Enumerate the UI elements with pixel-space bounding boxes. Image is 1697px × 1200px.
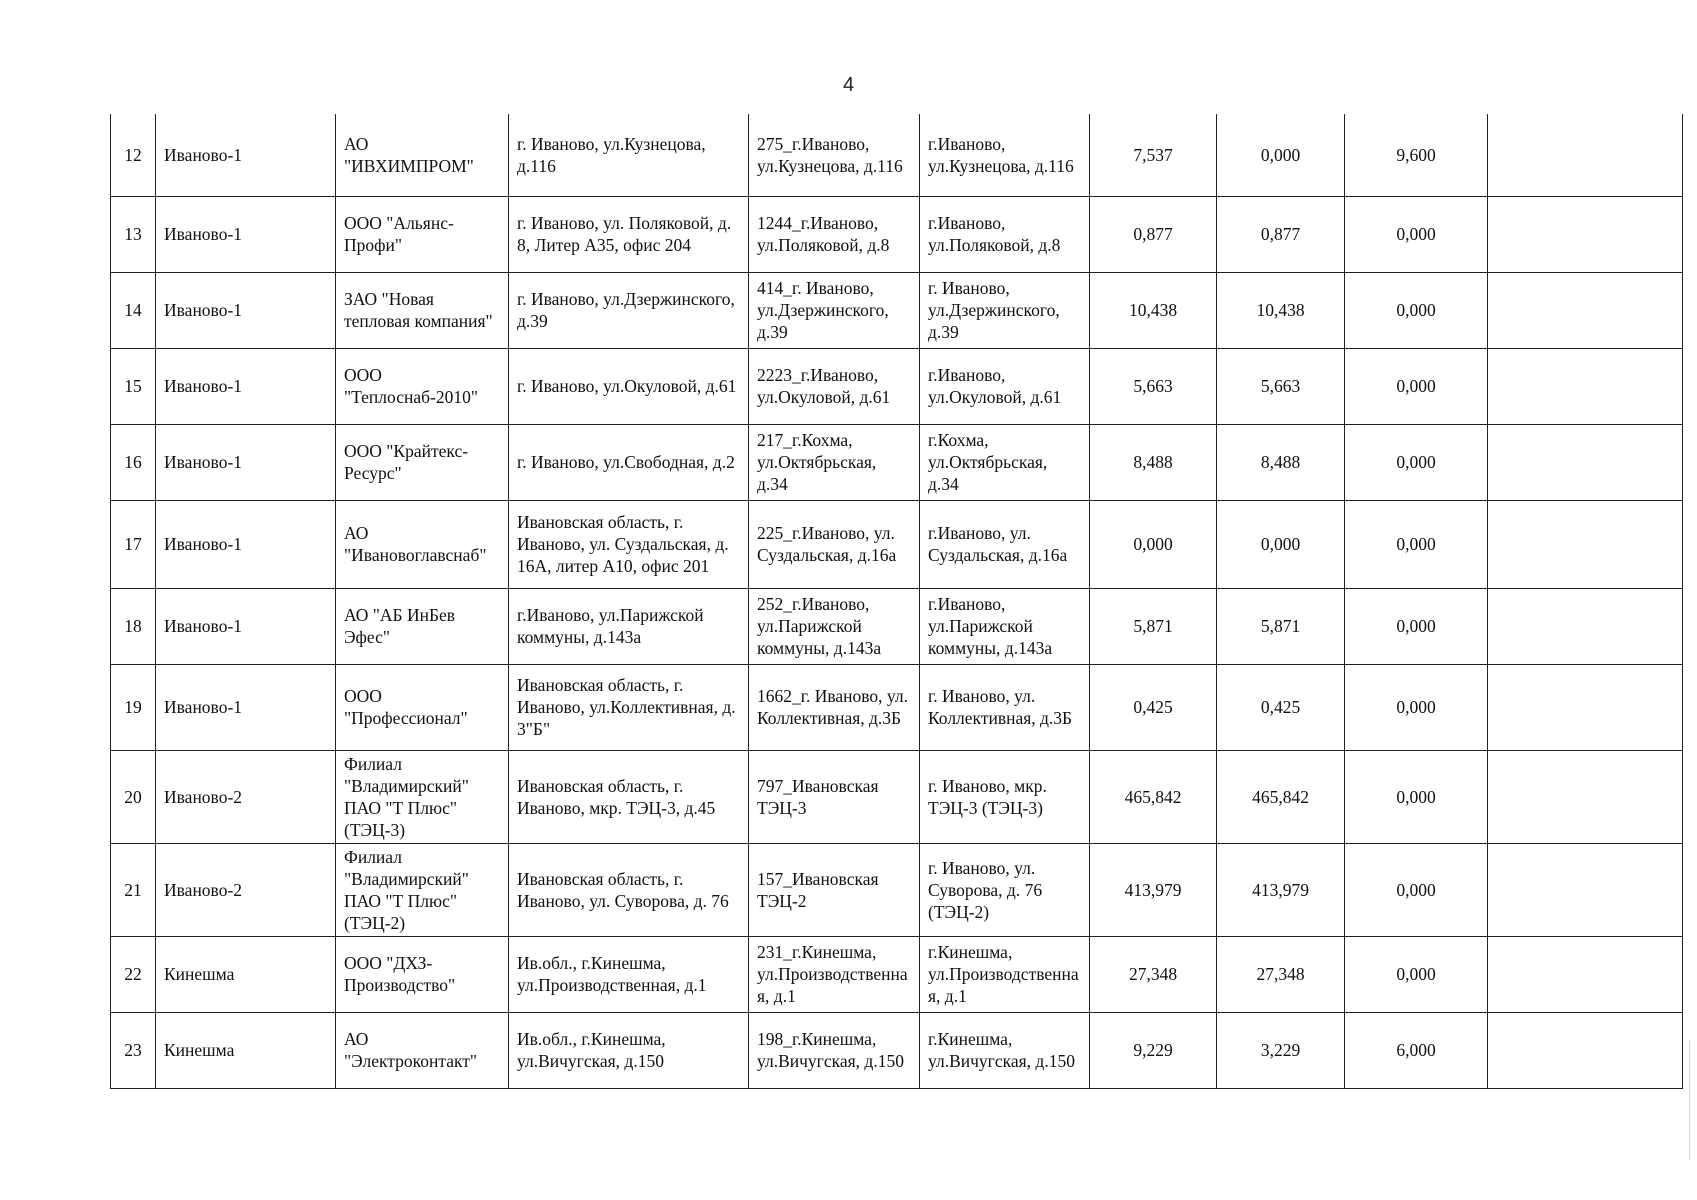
empty-cell [1488, 114, 1683, 196]
value-3-cell: 0,000 [1345, 588, 1488, 664]
location-cell: г.Иваново, ул.Окуловой, д.61 [920, 348, 1090, 424]
row-number: 17 [111, 500, 156, 588]
address-cell: Ивановская область, г. Иваново, мкр. ТЭЦ-3, д.45 [509, 750, 749, 843]
location-cell: г. Иваново, ул. Суворова, д. 76 (ТЭЦ-2) [920, 843, 1090, 936]
address-cell: г. Иваново, ул. Поляковой, д. 8, Литер А35, офис 204 [509, 196, 749, 272]
row-number: 12 [111, 114, 156, 196]
district-cell: Иваново-1 [156, 424, 336, 500]
organization-cell: АО "АБ ИнБев Эфес" [336, 588, 509, 664]
empty-cell [1488, 664, 1683, 750]
location-cell: г.Кинешма, ул.Производственная, д.1 [920, 936, 1090, 1012]
empty-cell [1488, 750, 1683, 843]
empty-cell [1488, 588, 1683, 664]
organization-cell: ООО "Теплоснаб-2010" [336, 348, 509, 424]
district-cell: Кинешма [156, 936, 336, 1012]
source-cell: 414_г. Иваново, ул.Дзержинского, д.39 [749, 272, 920, 348]
value-1-cell: 413,979 [1090, 843, 1217, 936]
row-number: 20 [111, 750, 156, 843]
organization-cell: ООО "Альянс-Профи" [336, 196, 509, 272]
value-2-cell: 5,663 [1217, 348, 1345, 424]
address-cell: Ив.обл., г.Кинешма, ул.Производственная, д.1 [509, 936, 749, 1012]
page-edge-line [1689, 1040, 1690, 1160]
address-cell: Ивановская область, г. Иваново, ул.Коллективная, д. 3"Б" [509, 664, 749, 750]
empty-cell [1488, 500, 1683, 588]
value-3-cell: 0,000 [1345, 424, 1488, 500]
value-3-cell: 0,000 [1345, 843, 1488, 936]
location-cell: г.Иваново, ул.Кузнецова, д.116 [920, 114, 1090, 196]
organization-cell: Филиал "Владимирский" ПАО "Т Плюс" (ТЭЦ-2) [336, 843, 509, 936]
row-number: 22 [111, 936, 156, 1012]
value-3-cell: 0,000 [1345, 500, 1488, 588]
district-cell: Иваново-2 [156, 750, 336, 843]
value-3-cell: 0,000 [1345, 936, 1488, 1012]
value-1-cell: 10,438 [1090, 272, 1217, 348]
organization-cell: ЗАО "Новая тепловая компания" [336, 272, 509, 348]
row-number: 15 [111, 348, 156, 424]
organization-cell: АО "ИВХИМПРОМ" [336, 114, 509, 196]
organization-cell: ООО "Крайтекс-Ресурс" [336, 424, 509, 500]
district-cell: Иваново-1 [156, 114, 336, 196]
organization-cell: ООО "Профессионал" [336, 664, 509, 750]
row-number: 18 [111, 588, 156, 664]
address-cell: Ивановская область, г. Иваново, ул. Суздальская, д. 16А, литер А10, офис 201 [509, 500, 749, 588]
row-number: 14 [111, 272, 156, 348]
table-row [111, 348, 1683, 424]
row-number: 21 [111, 843, 156, 936]
value-2-cell: 0,425 [1217, 664, 1345, 750]
organization-cell: АО "Ивановоглавснаб" [336, 500, 509, 588]
table-row [111, 114, 1683, 196]
empty-cell [1488, 348, 1683, 424]
empty-cell [1488, 843, 1683, 936]
value-3-cell: 6,000 [1345, 1012, 1488, 1088]
row-number: 16 [111, 424, 156, 500]
value-1-cell: 5,663 [1090, 348, 1217, 424]
value-1-cell: 0,877 [1090, 196, 1217, 272]
address-cell: г. Иваново, ул.Дзержинского, д.39 [509, 272, 749, 348]
value-2-cell: 413,979 [1217, 843, 1345, 936]
location-cell: г. Иваново, ул. Коллективная, д.3Б [920, 664, 1090, 750]
table-row [111, 272, 1683, 348]
address-cell: г.Иваново, ул.Парижской коммуны, д.143а [509, 588, 749, 664]
row-number: 19 [111, 664, 156, 750]
source-cell: 198_г.Кинешма, ул.Вичугская, д.150 [749, 1012, 920, 1088]
empty-cell [1488, 196, 1683, 272]
value-2-cell: 10,438 [1217, 272, 1345, 348]
empty-cell [1488, 424, 1683, 500]
table-row [111, 750, 1683, 843]
empty-cell [1488, 272, 1683, 348]
location-cell: г.Иваново, ул.Поляковой, д.8 [920, 196, 1090, 272]
source-cell: 217_г.Кохма, ул.Октябрьская, д.34 [749, 424, 920, 500]
table-row [111, 936, 1683, 1012]
value-3-cell: 0,000 [1345, 664, 1488, 750]
data-table [110, 114, 1683, 1089]
organization-cell: АО "Электроконтакт" [336, 1012, 509, 1088]
value-2-cell: 0,000 [1217, 500, 1345, 588]
table-row [111, 664, 1683, 750]
source-cell: 252_г.Иваново, ул.Парижской коммуны, д.143а [749, 588, 920, 664]
district-cell: Иваново-1 [156, 664, 336, 750]
table-row [111, 1012, 1683, 1088]
value-2-cell: 0,877 [1217, 196, 1345, 272]
district-cell: Иваново-1 [156, 196, 336, 272]
source-cell: 231_г.Кинешма, ул.Производственная, д.1 [749, 936, 920, 1012]
value-2-cell: 3,229 [1217, 1012, 1345, 1088]
table-row [111, 500, 1683, 588]
table-row [111, 588, 1683, 664]
value-1-cell: 0,425 [1090, 664, 1217, 750]
district-cell: Иваново-2 [156, 843, 336, 936]
location-cell: г. Иваново, мкр. ТЭЦ-3 (ТЭЦ-3) [920, 750, 1090, 843]
district-cell: Кинешма [156, 1012, 336, 1088]
district-cell: Иваново-1 [156, 588, 336, 664]
source-cell: 225_г.Иваново, ул. Суздальская, д.16а [749, 500, 920, 588]
value-2-cell: 465,842 [1217, 750, 1345, 843]
location-cell: г.Кохма, ул.Октябрьская, д.34 [920, 424, 1090, 500]
value-1-cell: 5,871 [1090, 588, 1217, 664]
source-cell: 1662_г. Иваново, ул. Коллективная, д.3Б [749, 664, 920, 750]
address-cell: г. Иваново, ул.Окуловой, д.61 [509, 348, 749, 424]
location-cell: г.Иваново, ул.Парижской коммуны, д.143а [920, 588, 1090, 664]
value-1-cell: 9,229 [1090, 1012, 1217, 1088]
location-cell: г. Иваново, ул.Дзержинского, д.39 [920, 272, 1090, 348]
district-cell: Иваново-1 [156, 500, 336, 588]
source-cell: 1244_г.Иваново, ул.Поляковой, д.8 [749, 196, 920, 272]
table-row [111, 196, 1683, 272]
address-cell: г. Иваново, ул.Кузнецова, д.116 [509, 114, 749, 196]
value-3-cell: 0,000 [1345, 272, 1488, 348]
organization-cell: Филиал "Владимирский" ПАО "Т Плюс" (ТЭЦ-3) [336, 750, 509, 843]
value-1-cell: 0,000 [1090, 500, 1217, 588]
location-cell: г.Кинешма, ул.Вичугская, д.150 [920, 1012, 1090, 1088]
table-row [111, 424, 1683, 500]
district-cell: Иваново-1 [156, 348, 336, 424]
location-cell: г.Иваново, ул. Суздальская, д.16а [920, 500, 1090, 588]
address-cell: г. Иваново, ул.Свободная, д.2 [509, 424, 749, 500]
row-number: 23 [111, 1012, 156, 1088]
source-cell: 2223_г.Иваново, ул.Окуловой, д.61 [749, 348, 920, 424]
page-number: 4 [842, 74, 855, 96]
value-2-cell: 0,000 [1217, 114, 1345, 196]
source-cell: 157_Ивановская ТЭЦ-2 [749, 843, 920, 936]
table-row [111, 843, 1683, 936]
district-cell: Иваново-1 [156, 272, 336, 348]
empty-cell [1488, 1012, 1683, 1088]
value-1-cell: 465,842 [1090, 750, 1217, 843]
source-cell: 275_г.Иваново, ул.Кузнецова, д.116 [749, 114, 920, 196]
value-3-cell: 0,000 [1345, 196, 1488, 272]
value-2-cell: 27,348 [1217, 936, 1345, 1012]
organization-cell: ООО "ДХЗ-Производство" [336, 936, 509, 1012]
value-1-cell: 8,488 [1090, 424, 1217, 500]
value-1-cell: 27,348 [1090, 936, 1217, 1012]
source-cell: 797_Ивановская ТЭЦ-3 [749, 750, 920, 843]
empty-cell [1488, 936, 1683, 1012]
value-1-cell: 7,537 [1090, 114, 1217, 196]
value-2-cell: 8,488 [1217, 424, 1345, 500]
row-number: 13 [111, 196, 156, 272]
address-cell: Ив.обл., г.Кинешма, ул.Вичугская, д.150 [509, 1012, 749, 1088]
value-3-cell: 0,000 [1345, 348, 1488, 424]
value-3-cell: 0,000 [1345, 750, 1488, 843]
value-2-cell: 5,871 [1217, 588, 1345, 664]
value-3-cell: 9,600 [1345, 114, 1488, 196]
address-cell: Ивановская область, г. Иваново, ул. Суворова, д. 76 [509, 843, 749, 936]
